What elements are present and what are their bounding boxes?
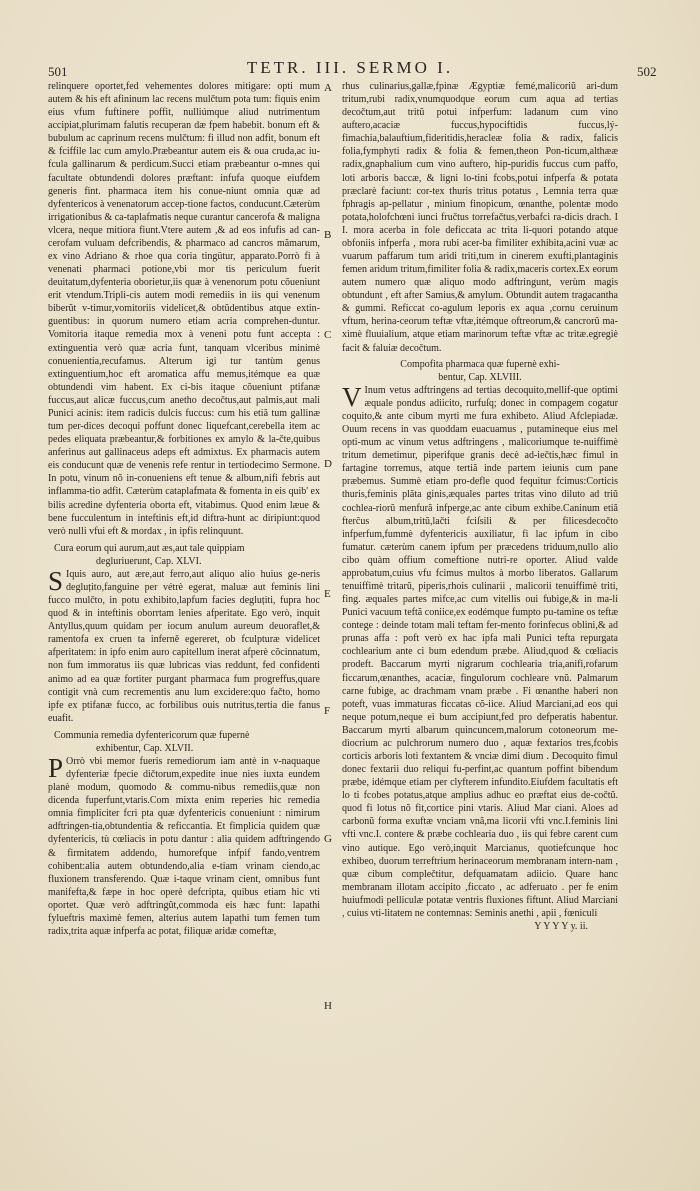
margin-letter-c: C — [324, 329, 332, 341]
left-column — [48, 80, 320, 938]
drop-cap-v: V — [342, 381, 362, 412]
chapter-heading-47-line2: exhibentur, Cap. XLVII. — [96, 742, 194, 754]
chapter-heading-46 — [48, 542, 320, 568]
chapter-heading-48 — [342, 358, 618, 384]
margin-letter-g: G — [324, 833, 332, 845]
left-paragraph-3 — [48, 752, 320, 938]
margin-letter-b: B — [324, 229, 332, 241]
chapter-heading-48-line1: Compofita pharmaca quæ fupernè exhi- — [400, 358, 560, 370]
margin-letter-d: D — [324, 458, 332, 470]
right-paragraph-2 — [342, 381, 618, 920]
signature-mark: Y Y Y Y y. ii. — [534, 921, 588, 932]
chapter-heading-46-line1: Cura eorum qui aurum,aut æs,aut tale quippiam — [54, 542, 245, 554]
margin-letter-a: A — [324, 82, 332, 94]
chapter-heading-47 — [48, 729, 320, 755]
drop-cap-s: S — [48, 565, 64, 596]
page-header — [0, 58, 700, 82]
folio-left: 501 — [48, 64, 68, 79]
folio-right: 502 — [637, 64, 657, 79]
drop-cap-p: P — [48, 752, 64, 783]
right-paragraph-1: rhus culinarius,gallæ,fpinæ Ægyptiæ femé,malicoriŭ ari-dum tritum,rubi radix,vnumquodque eorum cum aqua ad tertias decočtum,aut tritŭ potui infperfum: ladanum cum vino auftero,acaciæ fuccus,hypociftidis fuccus,lý-fimachia,balauftium,fideritidis,heracleæ folia & radix, falicis folia,fymphyti radix & folia & femen,theon Pon-ticum,althææ radix,gnaphalium cum vino auftero, hip-puridis fuccus cum paffo, loti arboris baccæ, & ligni lo-tini fcobs,potui infperfa & potata præclarè faciunt: cor-tex thuris tritus potatus , Lemnia terra quæ fphragis ap-pellatur , minium finopicum, œnanthe, polentæ modo potata,holofchœni iunci fručtus torrefačtus,verbafci ra-dicis drach. I I. mora acerba in fole deficcata ac trita li-quori potando atque obfoniis infperfa , mora rubi acer-ba fimiliter exhibita,acini vuæ ac vuarum paffarum tum aridi triti,tum in cinerem exufti,plantaginis femen aridum tritum,fimiliter folia & radix,maceris cortex.Ex eorum autem numero quæ aliquo modo adftringunt, verùm magis obtundunt , eft after Samius,& amylum. Obtundit autem tragacantha & gummi. Reficcat co-agulum leporis ex aqua ,cornu ceruinum vftum, herina-ceorum teftæ vftæ,itémque oftreorum,& cancrorŭ ma-ximè fluuialium, atque etiam marinorum teftæ vftæ ac tritæ.egregiè facit & faluiæ decočtum. — [342, 81, 618, 354]
margin-letter-h: H — [324, 1000, 332, 1012]
chapter-heading-48-line2: bentur, Cap. XLVIII. — [438, 371, 522, 383]
chapter-heading-46-line2: degluriuerunt, Cap. XLVI. — [96, 555, 202, 567]
margin-letter-e: E — [324, 588, 331, 600]
chapter-heading-47-line1: Communia remedia dyfentericorum quæ fupernè — [54, 729, 250, 741]
left-paragraph-2-text: Iquis auro, aut ære,aut ferro,aut aliquo alio huius ge-neris degluțito,fanguine per vétrè egerat, maluæ aut feminis lini fucco mulčto, in potu exhibito,lapfum facies degluțiti, fupra hoc quod & in inteftinis oborrtam lenies afperitate. Ego verò, inquit Antyllus,quum quidam per iocum anulum aureum deuoraflet,& ramentofa ex cruen ta inferně egereret, ob fculpturæ videlicet afperitatem: in ipfo enim auro capitellum inerat afperè cŏcinnatum, non fum immoratus iis quæ lubricas vias reddunt, fed confidenti animo ad ea quæ fortiter purgant pharmaca fum progreffus,quare contigit vnà cum recrementis anu lum excidere:quo fačto, homo ipfe ex ptifanæ fucco, ac forbilibus ouis nutritus,tertia die fanus euafit. — [48, 568, 320, 724]
left-paragraph-1: relinquere oportet,fed vehementes dolores mitigare: opti mum autem & his eft afininum lac recens mulčtum pota tum: fiquis enim eius vfum fuftinere poffit, nulliúmque aliud nutrimentum accipiat,plurimam falutis recuperan dæ fpem habebit. bonum eft & bubulum ac caprinum recens mulčtum: fi illud non adfit, bonum eft & fciffile lac cum amylo.Præbeantur autem eis & oua cruda,ac iu-fcula gallinarum & perdicum.Succi etiam præbeantur o-mnes qui facultate obtundendi dolores præftant: infufa quoque eiufdem generis fint. pharmaca item his conue-niunt omnia quæ ad dyfentericos à venenatorum accep-tione factos, conducunt.Cæterùm irrigationibus & ca-taplafmatis neque curantur cancerofa & maligna vlcera, neque mitiora fiunt.Vtere autem ,& ad eos infufis ad can-cerofam vuluam defcribendis, & pharmaco ad cancros mămarum, ex vino Adriano & rhoe qua coria tingütur, apparato.Porrò fi à venenati pharmaci potione,vbi mor tis periculum fuerit deuitatum,dyfenteria oborietur,iis quæ à venenorum potu cŏueniunt erit vtendum.Tripli-cis autem modi remediis in iis qui venenum biberŭt v-timur,vomitoriis videlicet,& obtŭdentibus atque extin-guentibus: in quorum numero etiam acria comprehen-duntur. Vomitoria itaque remedia mox à veneni potu funt accepta : extinguentia verò quæ acria funt, tanquam vlceribus minimè conuenientia,recufamus. Alterum igi tur tantùm genus extinguentium,hoc eft aromatica affu memus,itémque ea quæ obtundendi vim habent. Ex ci-bis itaque cŏueniunt ptifanæ fuccus,aut alicæ fuccus,cum anetho decočtus,aut palmis,aut mali Punici acinis: item radicis dulcis fuccus: cum his etiă tum gallinæ tum per-dices decoqui poffunt donec liquefcant,cerebella item ac pedes eliquata præbeantur,& forbitiones ex amylo & la-čte,quibus anferinus aut gallinaceus adeps eft admixtus. Ex pharmacis autem eis conducunt quæ de venenis refe rentur in tertiodecimo Sermone. In potu, vinum nŏ in-conueniens eft tenue & album,nifi febris aut inflamma-tio adfit. Cæterùm cataplafmata & fomenta in eis quib' ex bilis acredine dyfenteria oborta eft, vitabimus. Quod enim læue & bene fucculentum in inteftinis eft,id diftra-hunt ac diripiunt:quod verò nulli vfui eft & mordax , in ipfis relinquunt. — [48, 81, 320, 537]
right-column — [342, 80, 618, 933]
left-paragraph-3-text: Orrò vbi memor fueris remediorum iam antè in v-naquaque dyfenteriæ fpecie dičtorum,expedite inue nies iuxta eundem planè modum, quomodo & commu-nibus remediis,quæ non dicenda fuperfunt,vtaris.Com mixta enim reperies hic remedia omnia fimpliciter fcri pta quæ dyfentericis conueniunt : nimirum adftringen-tia,obtundentia & reficcantia. Et fimplicia quidem quæ dyfentericis, tù cœliacis in potu dantur : alia quidem adftringendo & firmitatem addendo, humorefque infpif fando,ventrem cohibent:alia autem obtundendo,alia e-tiam vrinam ciendo,ac fluxionem transferendo. Quæ i-taque vrinam cient, omnibus funt manifefta,& fæpe in hoc operè defcripta, quibus etiam hic vti oportet. Quæ verò adftringŭt,commoda eis hæc funt: lapathi fylueftris maximè femen, alterius autem lapathi tum femen tum radix,trita aquæ infperfa ac potat, filiquæ aridæ comeftæ, — [48, 755, 320, 937]
right-paragraph-2-text: Inum vetus adftringens ad tertias decoquito,mellif-que optimi æquale pondus adiicito, rurfuſq; donec in compagem cogatur coquito,& ante cibum myrti me fura exhibeto. Aliud Afclepiadæ. Ouum recens in vas quoddam euacuamus , putamineque eius mel opti-mum ac vinum vetus adftringens , malicoriumque te-nuiffimè tritum demetimur, piperifque granis decè ad-iečtis,hæc fimul in fartagine torremus, atque tertiă inde partem ieiunis cum pane præbemus. Summè etiam pro-defle quod fequitur fcimus:Corticis thuris,feminis plăta ginis,æquales partes tritas vino diluto ad triŭ cochlea-riorŭ menfură infperge,ac ante cibum exhibe.Caninum etiă fterĉus album,tritŭ,lačti fciſsili & per filicesdecočto infperfum,fummè dyfentericis auxiliatur, fi lac ipfum in cibo fumatur. cæterùm canem ipfum per præcedens triduum,nullo alio cibo quàm offium comeftione nutri-re oporter. Aliud valde approbatum,cuius vfu fcimus multos à morbo liberatos. Gallarum tenuiffimè tritarŭ, piperis,rhois culinarii , malicorii tenuiffimè triti, fing. æquales partes mifce,ac cum vitellis oui fubige,& in ma-li Punici vacuum teftă coniice,ex eodémque fumpto pu-tamine os teftæ contege : deinde totam mali teftam fer-mento forinfecus oblini,& ad prunas affa : poft verò ex hac ipfa mali Punici tefta repurgata cochlearium ante ci bum edendum præbe. Aliud,quod & cœliacis prodeft. Baccarum myrti nigrarum cochlearia tria,anifi,rofarum ficcarum,œnanthes, acaciæ, fingulorum cochleare vnŭ. Palmarum carne fubige, ac drachmam vnam præbe . Fi œnanthe haberi non poteft, vuas immaturas ficcatas cŏ-iice. Aliud Marciani,ad eos qui neque potum,neque ei bum accipiunt,fed pro defperatis habentur. Baccarum myrti albarum quincuncem,malorum cotoneorum me-diocrium ac pulchrorum numero duo , aquæ fextarios tres,fcobis corticis arboris loti fextantem & vnciæ dimi dium . Decoquito fimul donec fextarii duo reliqui fu-perfint,ac quantum poffint bibendum præbe, idémque etiam per clyfterem infundito.Eiufdem facultatis eft lo ti fcobes potatus,atque amplius adhuc eo præftat eius de-cočtŭ. quod fi lotus nŏ fit,cortice pini vtaris. Aliud Mar ciani. Aloes ad carbonŭ forma exuftæ vncìam vnă,ma licorii vfti vnc.I.feminis lini vfti vnc.I. contere & præbe cochlearia duo , iis qui febre carent cum vino autique. Ego verò,inquit Marcianus, quotiefcunque hoc exhibeo, duorum terreftrium herinaceorum membranam intern-nam , quæ cibum complečtitur, defquamatam adiicio. Quare hanc membranam illotam accipito ,ficcato , ac adferuato . per fe enim huiufmodi pelliculæ potatæ ventris fluxiones fiftunt. Aliud Marciani , cuius vti-litatem ne contemnas: Seminis anethi , apii , fœniculi — [342, 384, 618, 919]
running-head: TETR. III. SERMO I. — [246, 58, 454, 77]
margin-letter-f: F — [324, 705, 331, 717]
left-paragraph-2 — [48, 565, 320, 725]
